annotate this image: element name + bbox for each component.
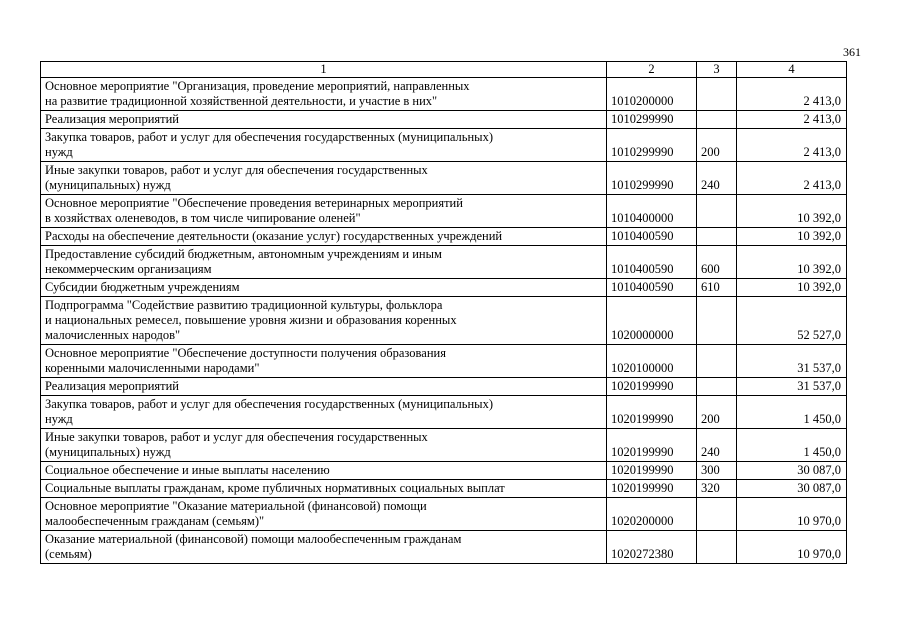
row-expense-type-cell [697, 531, 737, 564]
row-sum-cell: 30 087,0 [737, 462, 847, 480]
row-code-cell: 1010299990 [607, 111, 697, 129]
table-row [41, 195, 847, 228]
table-row [41, 111, 847, 129]
row-name-cell: Иные закупки товаров, работ и услуг для обеспечения государственных (муниципальных) нужд [41, 162, 607, 195]
row-code-cell: 1020000000 [607, 297, 697, 345]
column-header: 1 [41, 62, 607, 78]
row-expense-type-cell [697, 297, 737, 345]
table-row [41, 129, 847, 162]
row-sum-cell: 10 970,0 [737, 498, 847, 531]
table-row [41, 531, 847, 564]
table-row [41, 462, 847, 480]
row-expense-type-cell [697, 195, 737, 228]
row-expense-type-cell [697, 228, 737, 246]
table-row [41, 378, 847, 396]
row-sum-cell: 1 450,0 [737, 429, 847, 462]
row-expense-type-cell: 200 [697, 396, 737, 429]
row-code-cell: 1010400590 [607, 228, 697, 246]
row-expense-type-cell [697, 111, 737, 129]
row-code-cell: 1010299990 [607, 129, 697, 162]
table-body [41, 62, 847, 564]
row-sum-cell: 2 413,0 [737, 162, 847, 195]
row-name-cell: Субсидии бюджетным учреждениям [41, 279, 607, 297]
row-expense-type-cell [697, 378, 737, 396]
row-sum-cell: 31 537,0 [737, 345, 847, 378]
row-name-cell: Закупка товаров, работ и услуг для обеспечения государственных (муниципальных) нужд [41, 129, 607, 162]
row-sum-cell: 2 413,0 [737, 111, 847, 129]
row-name-cell: Расходы на обеспечение деятельности (оказание услуг) государственных учреждений [41, 228, 607, 246]
column-header: 3 [697, 62, 737, 78]
row-name-cell: Реализация мероприятий [41, 111, 607, 129]
row-expense-type-cell: 300 [697, 462, 737, 480]
row-expense-type-cell: 240 [697, 429, 737, 462]
table-row [41, 480, 847, 498]
row-sum-cell: 2 413,0 [737, 129, 847, 162]
row-expense-type-cell: 600 [697, 246, 737, 279]
row-expense-type-cell [697, 345, 737, 378]
row-code-cell: 1020272380 [607, 531, 697, 564]
column-header: 2 [607, 62, 697, 78]
budget-table [40, 61, 847, 564]
row-name-cell: Социальное обеспечение и иные выплаты населению [41, 462, 607, 480]
row-name-cell: Иные закупки товаров, работ и услуг для обеспечения государственных (муниципальных) нужд [41, 429, 607, 462]
row-name-cell: Оказание материальной (финансовой) помощи малообеспеченным гражданам (семьям) [41, 531, 607, 564]
table-row [41, 279, 847, 297]
table-row [41, 246, 847, 279]
row-code-cell: 1010400590 [607, 279, 697, 297]
row-code-cell: 1020199990 [607, 462, 697, 480]
row-name-cell: Основное мероприятие "Обеспечение доступности получения образования коренными малочисленными народами" [41, 345, 607, 378]
row-sum-cell: 10 970,0 [737, 531, 847, 564]
page-number: 361 [843, 45, 861, 59]
row-sum-cell: 10 392,0 [737, 246, 847, 279]
row-name-cell: Основное мероприятие "Обеспечение проведения ветеринарных мероприятий в хозяйствах оленеводов, в том числе чипирование оленей" [41, 195, 607, 228]
row-sum-cell: 1 450,0 [737, 396, 847, 429]
row-code-cell: 1010200000 [607, 78, 697, 111]
row-code-cell: 1020100000 [607, 345, 697, 378]
table-row [41, 429, 847, 462]
row-sum-cell: 2 413,0 [737, 78, 847, 111]
row-code-cell: 1010400590 [607, 246, 697, 279]
row-code-cell: 1020199990 [607, 429, 697, 462]
row-code-cell: 1020199990 [607, 396, 697, 429]
table-row [41, 78, 847, 111]
row-expense-type-cell: 320 [697, 480, 737, 498]
column-header: 4 [737, 62, 847, 78]
row-name-cell: Основное мероприятие "Оказание материальной (финансовой) помощи малообеспеченным гражданам (семьям)" [41, 498, 607, 531]
row-expense-type-cell: 240 [697, 162, 737, 195]
row-expense-type-cell [697, 78, 737, 111]
row-name-cell: Предоставление субсидий бюджетным, автономным учреждениям и иным некоммерческим организациям [41, 246, 607, 279]
row-name-cell: Реализация мероприятий [41, 378, 607, 396]
row-name-cell: Основное мероприятие "Организация, проведение мероприятий, направленных на развитие традиционной хозяйственной деятельности, и участие в них" [41, 78, 607, 111]
table-row [41, 345, 847, 378]
table-row [41, 297, 847, 345]
table-row [41, 498, 847, 531]
row-sum-cell: 52 527,0 [737, 297, 847, 345]
table-row [41, 396, 847, 429]
row-code-cell: 1010299990 [607, 162, 697, 195]
row-name-cell: Закупка товаров, работ и услуг для обеспечения государственных (муниципальных) нужд [41, 396, 607, 429]
row-expense-type-cell [697, 498, 737, 531]
row-code-cell: 1020200000 [607, 498, 697, 531]
row-code-cell: 1010400000 [607, 195, 697, 228]
row-code-cell: 1020199990 [607, 378, 697, 396]
row-sum-cell: 30 087,0 [737, 480, 847, 498]
row-sum-cell: 31 537,0 [737, 378, 847, 396]
row-name-cell: Подпрограмма "Содействие развитию традиционной культуры, фольклора и национальных ремесел, повышение уровня жизни и образования коренных малочисленных народов" [41, 297, 607, 345]
row-expense-type-cell: 610 [697, 279, 737, 297]
row-name-cell: Социальные выплаты гражданам, кроме публичных нормативных социальных выплат [41, 480, 607, 498]
table-header-row [41, 62, 847, 78]
row-sum-cell: 10 392,0 [737, 279, 847, 297]
row-expense-type-cell: 200 [697, 129, 737, 162]
row-sum-cell: 10 392,0 [737, 195, 847, 228]
row-code-cell: 1020199990 [607, 480, 697, 498]
table-row [41, 162, 847, 195]
row-sum-cell: 10 392,0 [737, 228, 847, 246]
table-row [41, 228, 847, 246]
